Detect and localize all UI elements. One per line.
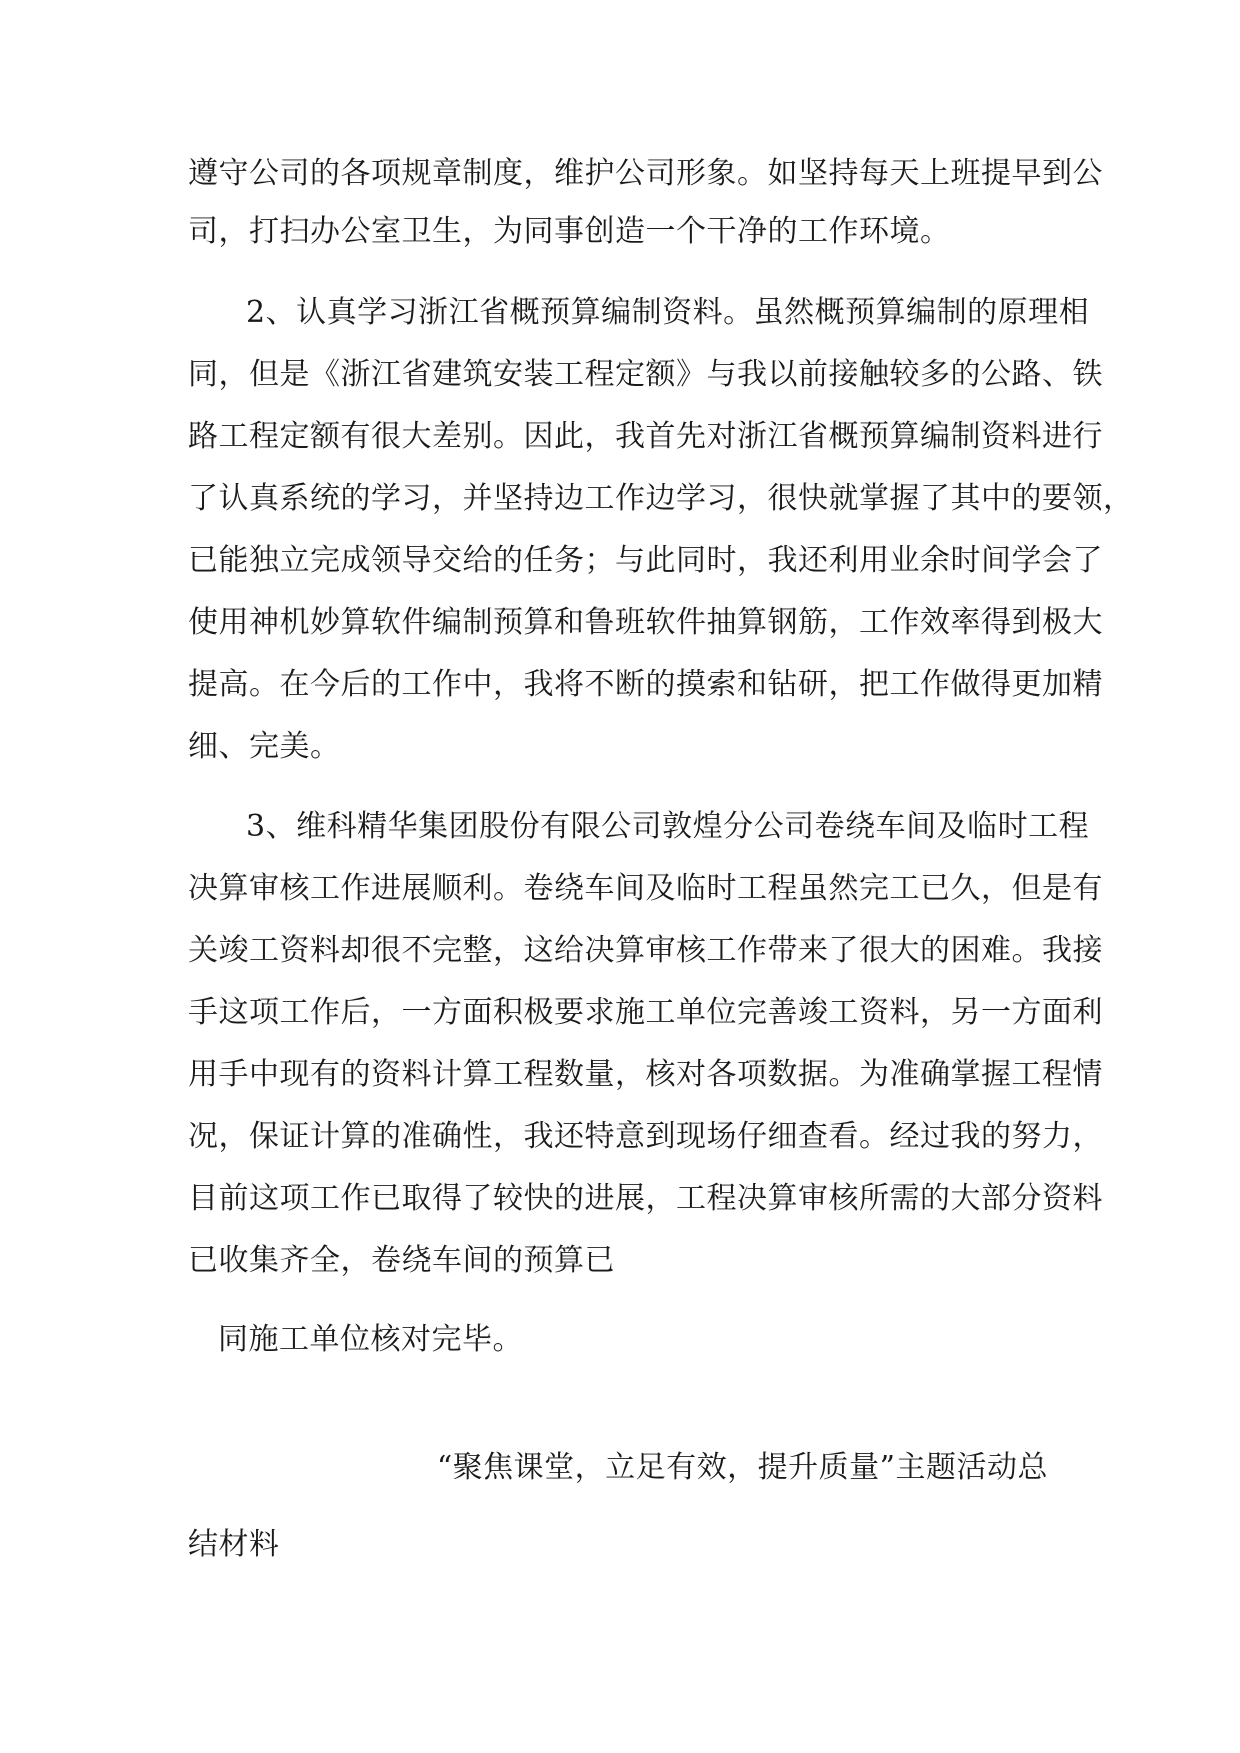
paragraph-line: 使用神机妙算软件编制预算和鲁班软件抽算钢筋，工作效率得到极大: [188, 605, 1103, 640]
paragraph-line: 遵守公司的各项规章制度，维护公司形象。如坚持每天上班提早到公: [188, 156, 1103, 191]
paragraph-line: 路工程定额有很大差别。因此，我首先对浙江省概预算编制资料进行: [188, 419, 1103, 454]
paragraph-line: 关竣工资料却很不完整，这给决算审核工作带来了很大的困难。我接: [188, 933, 1103, 968]
section-title: “聚焦课堂，立足有效，提升质量”主题活动总: [436, 1450, 1048, 1485]
paragraph-line: 用手中现有的资料计算工程数量，核对各项数据。为准确掌握工程情: [188, 1057, 1103, 1092]
section-title-continuation: 结材料: [188, 1527, 280, 1562]
paragraph-line: 已收集齐全，卷绕车间的预算已: [188, 1243, 615, 1278]
paragraph-line: 提高。在今后的工作中，我将不断的摸索和钻研，把工作做得更加精: [188, 667, 1103, 702]
paragraph-line: 已能独立完成领导交给的任务；与此同时，我还利用业余时间学会了: [188, 543, 1103, 578]
paragraph-line: 3、维科精华集团股份有限公司敦煌分公司卷绕车间及临时工程: [246, 809, 1090, 844]
paragraph-line: 细、完美。: [188, 729, 341, 764]
paragraph-line: 况，保证计算的准确性，我还特意到现场仔细查看。经过我的努力，: [188, 1119, 1103, 1154]
paragraph-line: 2、认真学习浙江省概预算编制资料。虽然概预算编制的原理相: [246, 295, 1090, 330]
paragraph-line: 同，但是《浙江省建筑安装工程定额》与我以前接触较多的公路、铁: [188, 357, 1103, 392]
paragraph-line: 同施工单位核对完毕。: [218, 1322, 523, 1357]
paragraph-line: 手这项工作后，一方面积极要求施工单位完善竣工资料，另一方面利: [188, 995, 1103, 1030]
paragraph-line: 了认真系统的学习，并坚持边工作边学习，很快就掌握了其中的要领，: [188, 481, 1134, 516]
paragraph-line: 司，打扫办公室卫生，为同事创造一个干净的工作环境。: [188, 214, 951, 249]
paragraph-line: 决算审核工作进展顺利。卷绕车间及临时工程虽然完工已久，但是有: [188, 871, 1103, 906]
paragraph-line: 目前这项工作已取得了较快的进展，工程决算审核所需的大部分资料: [188, 1181, 1103, 1216]
